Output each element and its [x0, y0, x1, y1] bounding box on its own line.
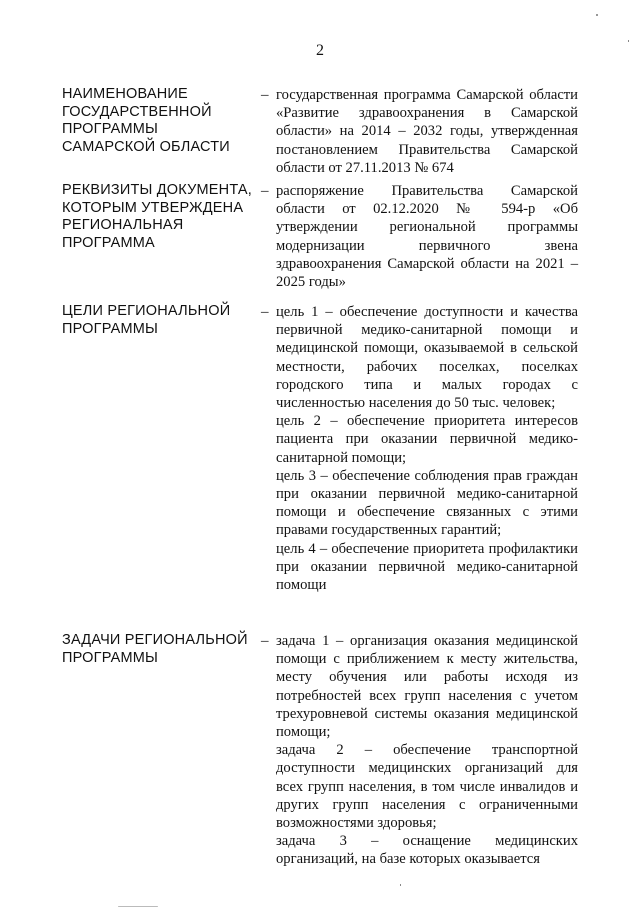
row-label: НАИМЕНОВАНИЕ ГОСУДАРСТВЕННОЙ ПРОГРАММЫ САМАРСКОЙ ОБЛАСТИ	[62, 86, 230, 155]
row-content	[276, 632, 578, 869]
paragraph: задача 3 – оснащение медицинских организаций, на базе которых оказывается	[276, 833, 578, 868]
paragraph: цель 3 – обеспечение соблюдения прав граждан при оказании первичной медико-санитарной помощи и обеспечение связанных с этими правами государственных гарантий;	[276, 467, 578, 539]
paragraph: цель 2 – обеспечение приоритета интересов пациента при оказании первичной медико-санитарной помощи;	[276, 413, 578, 466]
page-number: 2	[316, 42, 324, 59]
paragraph: цель 4 – обеспечение приоритета профилактики при оказании первичной медико-санитарной помощи	[276, 540, 578, 594]
scan-speck	[400, 884, 401, 886]
program-goals-row	[62, 303, 582, 623]
row-dash: –	[261, 304, 269, 320]
row-label: ЦЕЛИ РЕГИОНАЛЬНОЙ ПРОГРАММЫ	[62, 303, 231, 337]
row-content	[276, 303, 578, 594]
row-dash: –	[261, 87, 269, 103]
paragraph: распоряжение Правительства Самарской области от 02.12.2020 № 594-р «Об утверждении региональной программы модернизации первичного звена здравоохранения Самарской области на 2021 – 2025 годы»	[276, 183, 578, 291]
scan-speck	[118, 906, 158, 907]
row-label: ЗАДАЧИ РЕГИОНАЛЬНОЙ ПРОГРАММЫ	[62, 632, 248, 666]
row-content	[276, 182, 578, 291]
document-details-row	[62, 182, 582, 292]
paragraph: задача 1 – организация оказания медицинской помощи с приближением к месту жительства, месту обучения или работы исходя из потребностей всех групп населения с учетом трехуровневой системы оказания медицинской помощи;	[276, 633, 578, 741]
row-dash: –	[261, 633, 269, 649]
row-content	[276, 86, 578, 177]
row-label: РЕКВИЗИТЫ ДОКУМЕНТА, КОТОРЫМ УТВЕРЖДЕНА РЕГИОНАЛЬНАЯ ПРОГРАММА	[62, 182, 253, 251]
scan-speck	[628, 40, 629, 42]
paragraph: цель 1 – обеспечение доступности и качества первичной медико-санитарной помощи и медицинской помощи, оказываемой в сельской местности, рабочих поселках, поселках городского типа и малых городах с численностью населения до 50 тыс. человек;	[276, 304, 578, 412]
paragraph: задача 2 – обеспечение транспортной доступности медицинских организаций для всех групп населения, в том числе инвалидов и других групп населения с ограниченными возможностями здоровья;	[276, 742, 578, 832]
program-tasks-row	[62, 632, 582, 882]
scan-speck	[596, 14, 598, 16]
row-dash: –	[261, 183, 269, 199]
program-name-row	[62, 86, 582, 176]
paragraph: государственная программа Самарской области «Развитие здравоохранения в Самарской области» на 2014 – 2032 годы, утвержденная постановлением Правительства Самарской области от 27.11.2013 № 674	[276, 87, 578, 176]
